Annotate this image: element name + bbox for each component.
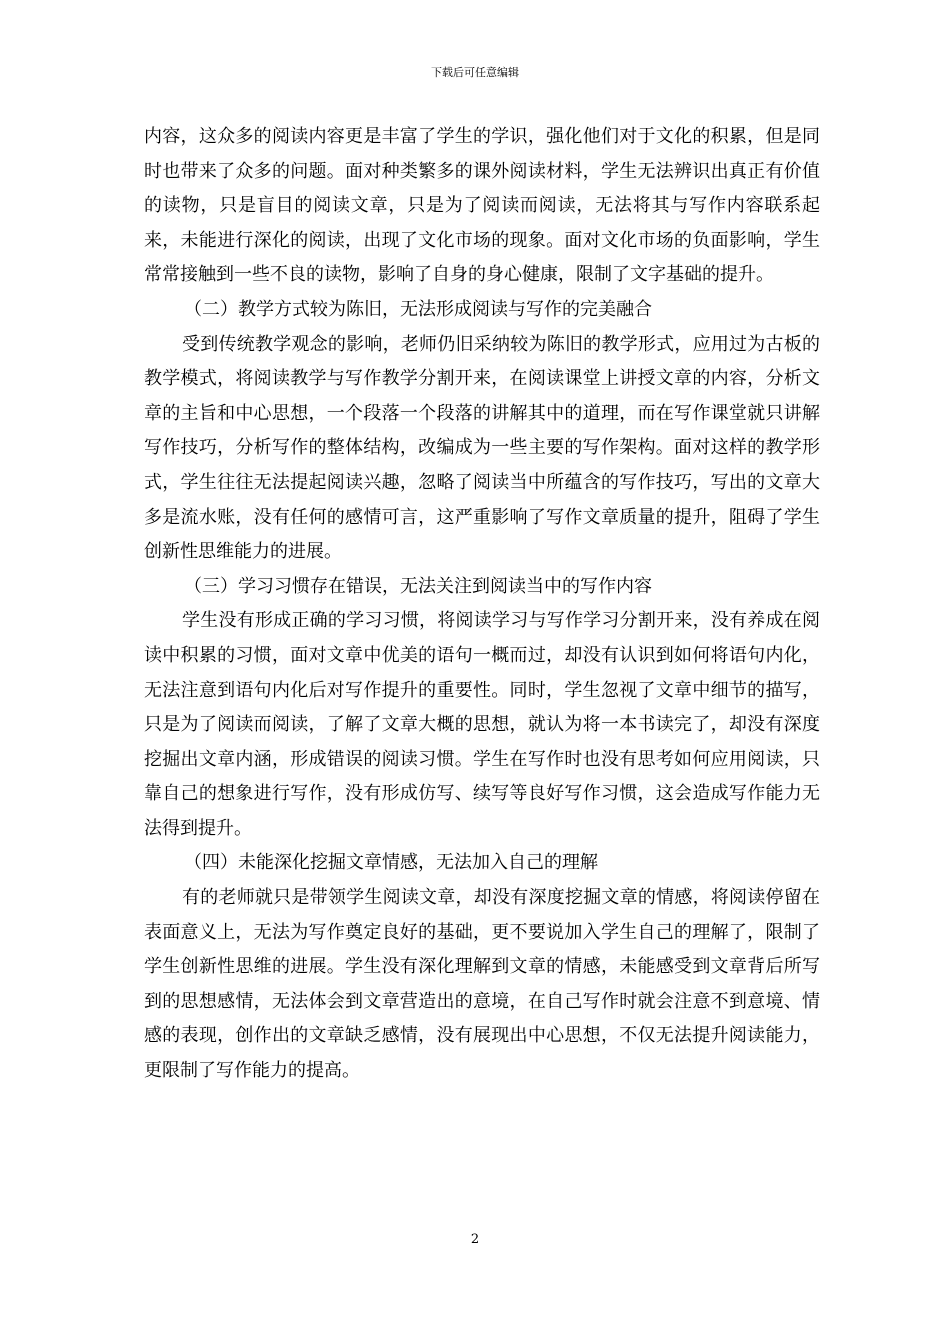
paragraph-section-2: 受到传统教学观念的影响，老师仍旧采纳较为陈旧的教学形式，应用过为古板的教学模式，将阅读教学与写作教学分割开来，在阅读课堂上讲授文章的内容，分析文章的主旨和中心思想，一个段落一个段落的讲解其中的道理，而在写作课堂就只讲解写作技巧，分析写作的整体结构，改编成为一些主要的写作架构。面对这样的教学形式，学生往往无法提起阅读兴趣，忽略了阅读当中所蕴含的写作技巧，写出的文章大多是流水账，没有任何的感情可言，这严重影响了写作文章质量的提升，阻碍了学生创新性思维能力的进展。: [144, 333, 820, 563]
paragraph-continued: 内容，这众多的阅读内容更是丰富了学生的学识，强化他们对于文化的积累，但是同时也带来了众多的问题。面对种类繁多的课外阅读材料，学生无法辨识出真正有价值的读物，只是盲目的阅读文章，只是为了阅读而阅读，无法将其与写作内容联系起来，未能进行深化的阅读，出现了文化市场的现象。面对文化市场的负面影响，学生常常接触到一些不良的读物，影响了自身的身心健康，限制了文字基础的提升。: [144, 126, 820, 286]
section-heading-3: （三）学习习惯存在错误，无法关注到阅读当中的写作内容: [184, 575, 652, 597]
paragraph-section-4: 有的老师就只是带领学生阅读文章，却没有深度挖掘文章的情感，将阅读停留在表面意义上，无法为写作奠定良好的基础，更不要说加入学生自己的理解了，限制了学生创新性思维的进展。学生没有深化理解到文章的情感，未能感受到文章背后所写到的思想感情，无法体会到文章营造出的意境，在自己写作时就会注意不到意境、情感的表现，创作出的文章缺乏感情，没有展现出中心思想，不仅无法提升阅读能力，更限制了写作能力的提高。: [144, 887, 820, 1082]
document-body: [144, 120, 820, 1089]
paragraph-section-3: 学生没有形成正确的学习习惯，将阅读学习与写作学习分割开来，没有养成在阅读中积累的习惯，面对文章中优美的语句一概而过，却没有认识到如何将语句内化，无法注意到语句内化后对写作提升的重要性。同时，学生忽视了文章中细节的描写，只是为了阅读而阅读，了解了文章大概的思想，就认为将一本书读完了，却没有深度挖掘出文章内涵，形成错误的阅读习惯。学生在写作时也没有思考如何应用阅读，只靠自己的想象进行写作，没有形成仿写、续写等良好写作习惯，这会造成写作能力无法得到提升。: [144, 610, 820, 839]
section-heading-2: （二）教学方式较为陈旧，无法形成阅读与写作的完美融合: [184, 298, 652, 320]
section-heading-4: （四）未能深化挖掘文章情感，无法加入自己的理解: [184, 852, 598, 874]
page-number: 2: [470, 1232, 480, 1247]
page-header: 下载后可任意编辑: [431, 66, 519, 79]
